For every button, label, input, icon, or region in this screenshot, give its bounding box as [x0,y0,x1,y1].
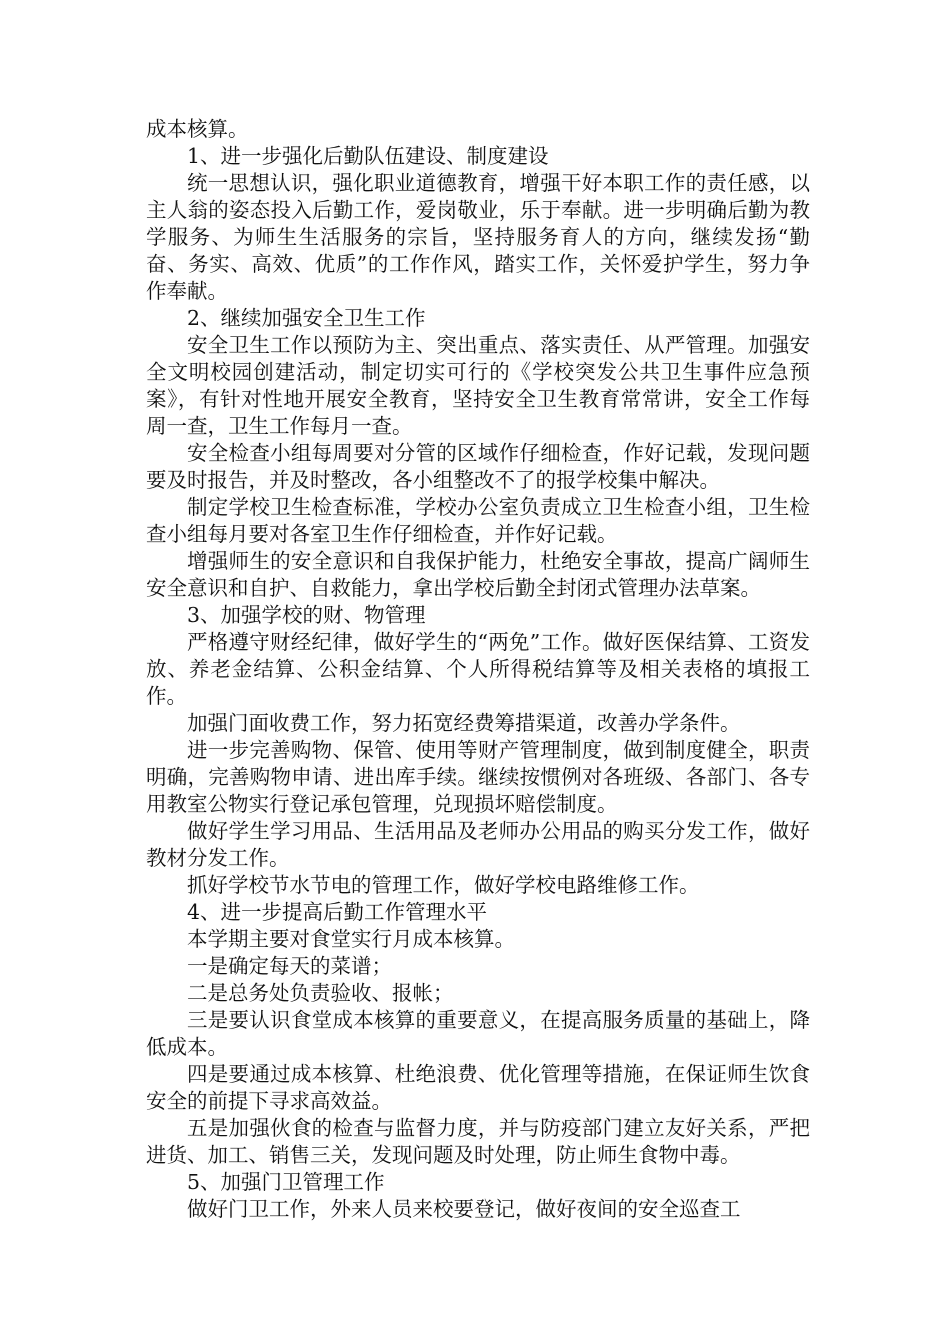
list-item: 五是加强伙食的检查与监督力度，并与防疫部门建立友好关系，严把进货、加工、销售三关，发现问题及时处理，防止师生食物中毒。 [146,1116,810,1167]
paragraph: 加强门面收费工作，努力拓宽经费筹措渠道，改善办学条件。 [187,711,741,735]
paragraph: 安全卫生工作以预防为主、突出重点、落实责任、从严管理。加强安全文明校园创建活动，制定切实可行的《学校突发公共卫生事件应急预案》，有针对性地开展安全教育，坚持安全卫生教育常常讲，安全工作每周一查，卫生工作每月一查。 [146,333,810,438]
list-item: 二是总务处负责验收、报帐； [187,981,454,1005]
list-item: 四是要通过成本核算、杜绝浪费、优化管理等措施，在保证师生饮食安全的前提下寻求高效益。 [146,1062,810,1113]
paragraph: 抓好学校节水节电的管理工作，做好学校电路维修工作。 [187,873,700,897]
paragraph: 统一思想认识，强化职业道德教育，增强干好本职工作的责任感，以主人翁的姿态投入后勤工作，爱岗敬业，乐于奉献。进一步明确后勤为教学服务、为师生生活服务的宗旨，坚持服务育人的方向，继续发扬“勤奋、务实、高效、优质”的工作作风，踏实工作，关怀爱护学生，努力争作奉献。 [146,171,810,303]
section-heading-2: 2、继续加强安全卫生工作 [187,306,426,330]
section-heading-3: 3、加强学校的财、物管理 [187,603,426,627]
document-body [146,116,810,1223]
paragraph: 增强师生的安全意识和自我保护能力，杜绝安全事故，提高广阔师生安全意识和自护、自救能力，拿出学校后勤全封闭式管理办法草案。 [146,549,810,600]
paragraph: 制定学校卫生检查标准，学校办公室负责成立卫生检查小组，卫生检查小组每月要对各室卫生作仔细检查，并作好记载。 [146,495,810,546]
paragraph: 做好门卫工作，外来人员来校要登记，做好夜间的安全巡查工 [187,1197,741,1221]
paragraph: 做好学生学习用品、生活用品及老师办公用品的购买分发工作，做好教材分发工作。 [146,819,810,870]
list-item: 三是要认识食堂成本核算的重要意义，在提高服务质量的基础上，降低成本。 [146,1008,810,1059]
section-heading-1: 1、进一步强化后勤队伍建设、制度建设 [187,144,549,168]
list-item: 一是确定每天的菜谱； [187,954,392,978]
section-heading-5: 5、加强门卫管理工作 [187,1170,385,1194]
paragraph: 严格遵守财经纪律，做好学生的“两免”工作。做好医保结算、工资发放、养老金结算、公积金结算、个人所得税结算等及相关表格的填报工作。 [146,630,810,708]
paragraph: 进一步完善购物、保管、使用等财产管理制度，做到制度健全，职责明确，完善购物申请、进出库手续。继续按惯例对各班级、各部门、各专用教室公物实行登记承包管理，兑现损坏赔偿制度。 [146,738,810,816]
paragraph-continuation: 成本核算。 [146,117,249,141]
paragraph: 本学期主要对食堂实行月成本核算。 [187,927,515,951]
paragraph: 安全检查小组每周要对分管的区域作仔细检查，作好记载，发现问题要及时报告，并及时整改，各小组整改不了的报学校集中解决。 [146,441,810,492]
section-heading-4: 4、进一步提高后勤工作管理水平 [187,900,488,924]
